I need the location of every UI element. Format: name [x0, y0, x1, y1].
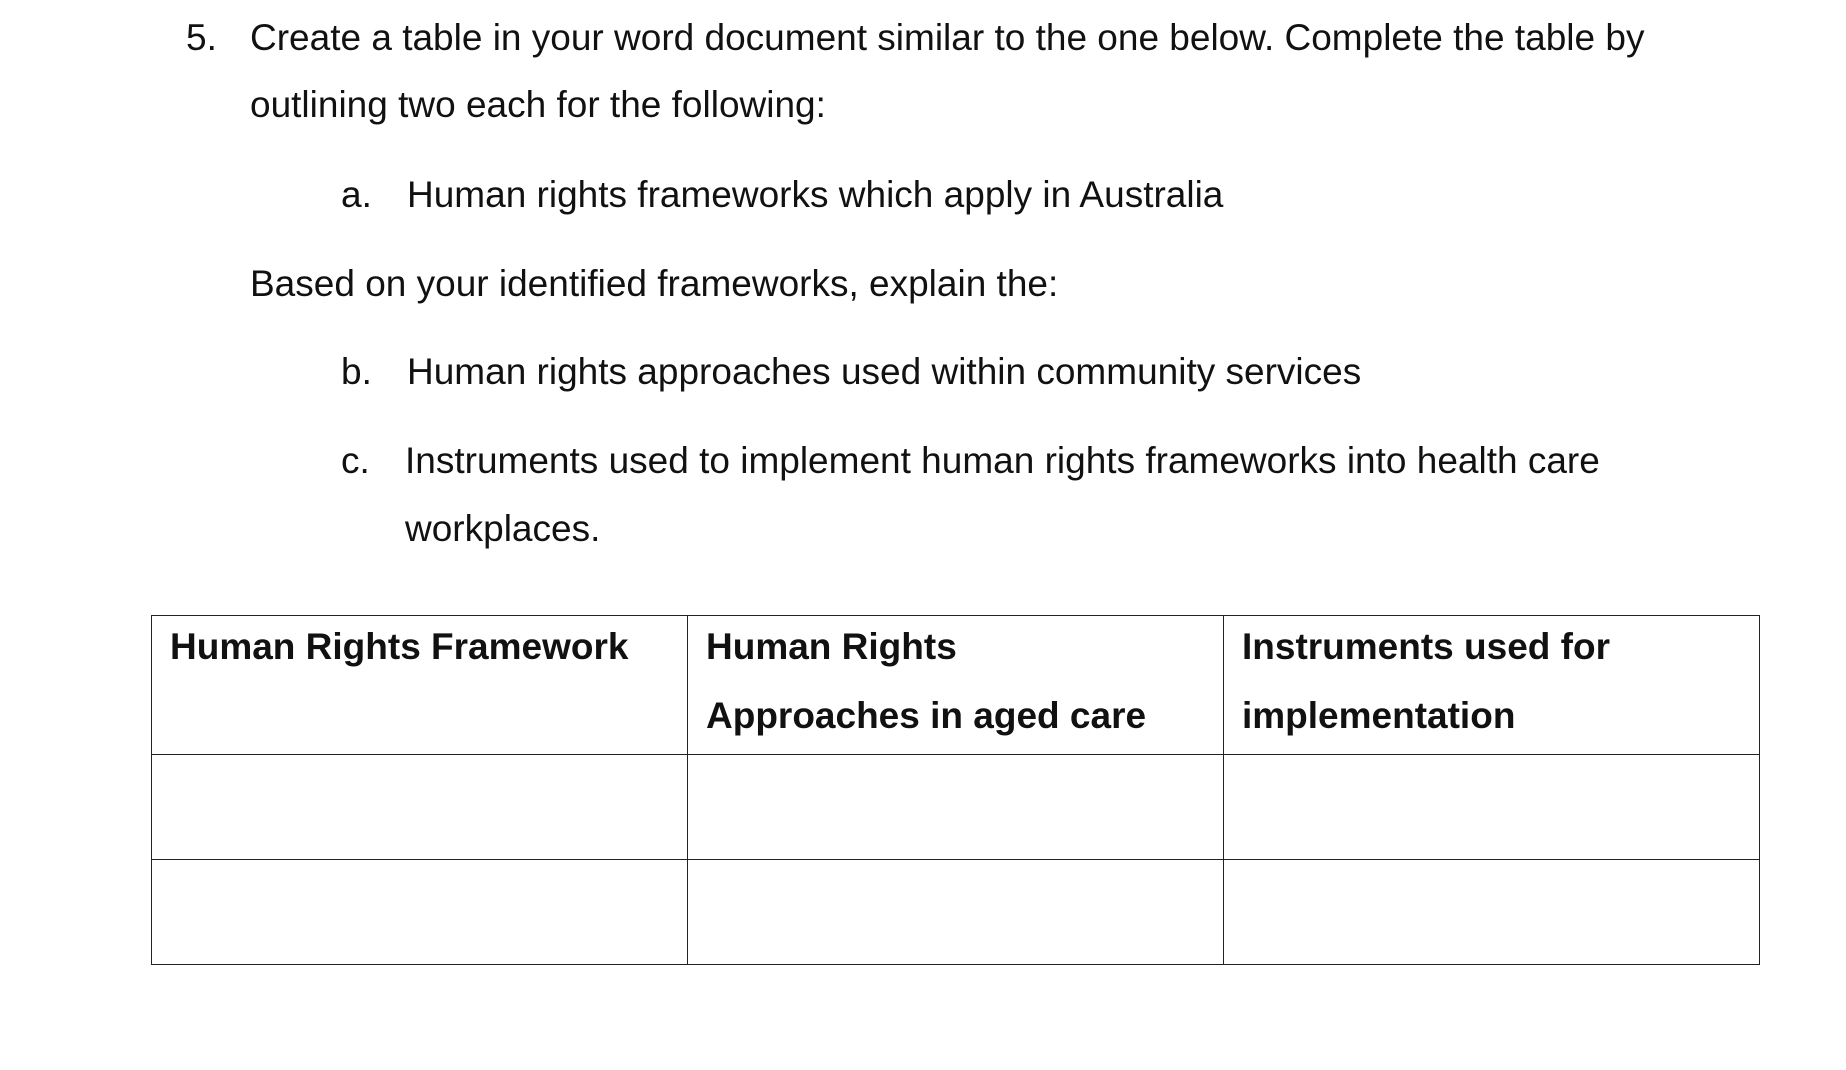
item-c-text-line-2: workplaces. — [405, 508, 601, 549]
header-approaches-line-2: Approaches in aged care — [706, 695, 1147, 736]
question-number: 5. — [186, 17, 217, 58]
item-b-text: Human rights approaches used within community services — [407, 351, 1362, 392]
table-cell[interactable] — [1224, 755, 1760, 860]
header-framework-line-1: Human Rights Framework — [170, 626, 629, 667]
table-cell[interactable] — [152, 860, 688, 965]
question-text-line-2: outlining two each for the following: — [250, 84, 826, 125]
header-approaches-line-1: Human Rights — [706, 626, 957, 667]
table-row — [152, 755, 1760, 860]
question-text-line-1: Create a table in your word document similar to the one below. Complete the table by — [250, 17, 1645, 58]
item-a-text: Human rights frameworks which apply in Australia — [407, 174, 1224, 215]
interlude-text: Based on your identified frameworks, explain the: — [250, 263, 1059, 304]
header-instruments — [1224, 616, 1760, 755]
item-a-marker: a. — [341, 174, 372, 215]
table-cell[interactable] — [1224, 860, 1760, 965]
header-framework — [152, 616, 688, 755]
table-cell[interactable] — [688, 860, 1224, 965]
item-b-marker: b. — [341, 351, 372, 392]
header-instruments-line-1: Instruments used for — [1242, 626, 1610, 667]
item-c-text-line-1: Instruments used to implement human rights frameworks into health care — [405, 440, 1600, 481]
item-c-marker: c. — [341, 440, 370, 481]
header-approaches — [688, 616, 1224, 755]
table-row — [152, 860, 1760, 965]
table-header-row — [152, 616, 1760, 755]
table-cell[interactable] — [152, 755, 688, 860]
header-instruments-line-2: implementation — [1242, 695, 1516, 736]
table-cell[interactable] — [688, 755, 1224, 860]
rights-table — [151, 615, 1760, 965]
